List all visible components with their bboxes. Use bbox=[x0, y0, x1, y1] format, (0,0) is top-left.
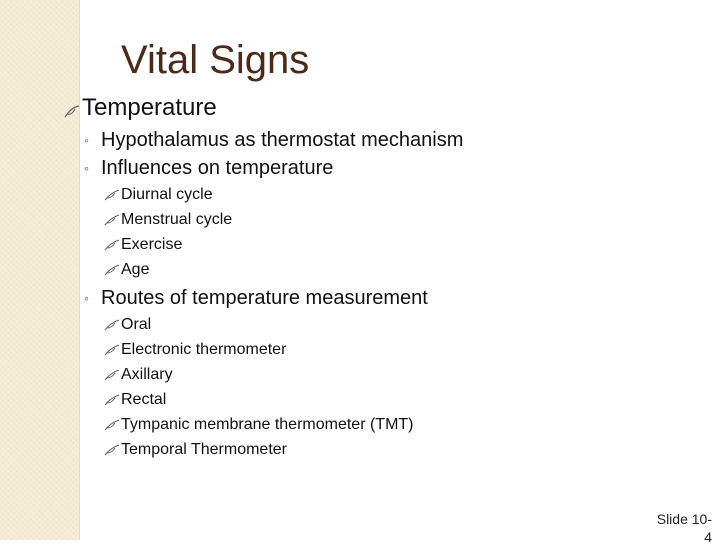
bullet-text: Routes of temperature measurement bbox=[101, 287, 428, 309]
bullet-hypothalamus bbox=[84, 128, 463, 152]
list-item bbox=[103, 365, 173, 385]
list-item-text: Electronic thermometer bbox=[121, 341, 287, 358]
bullet-text: Influences on temperature bbox=[101, 157, 334, 179]
flourish-bullet-icon bbox=[103, 393, 121, 407]
list-item bbox=[103, 210, 232, 230]
open-circle-bullet-icon: ◦ bbox=[84, 160, 89, 176]
flourish-bullet-icon bbox=[103, 318, 121, 332]
flourish-bullet-icon bbox=[103, 368, 121, 382]
slide-title: Vital Signs bbox=[121, 38, 310, 82]
decorative-sidebar bbox=[0, 0, 79, 540]
list-item bbox=[103, 390, 166, 410]
bullet-routes bbox=[84, 286, 428, 310]
bullet-text: Temperature bbox=[82, 94, 217, 121]
list-item bbox=[103, 260, 149, 280]
open-circle-bullet-icon: ◦ bbox=[84, 132, 89, 148]
list-item bbox=[103, 185, 213, 205]
flourish-bullet-icon bbox=[103, 263, 121, 277]
list-item bbox=[103, 415, 414, 435]
list-item-text: Axillary bbox=[121, 366, 173, 383]
slide-number: Slide 10-4 bbox=[656, 511, 712, 545]
list-item-text: Menstrual cycle bbox=[121, 211, 233, 228]
list-item bbox=[103, 340, 286, 360]
bullet-influences bbox=[84, 156, 333, 180]
flourish-bullet-icon bbox=[103, 188, 121, 202]
list-item-text: Temporal Thermometer bbox=[121, 441, 287, 458]
list-item bbox=[103, 235, 182, 255]
list-item-text: Rectal bbox=[121, 391, 167, 408]
list-item-text: Age bbox=[121, 261, 150, 278]
open-circle-bullet-icon: ◦ bbox=[84, 290, 89, 306]
flourish-bullet-icon bbox=[103, 343, 121, 357]
list-item bbox=[103, 440, 287, 460]
sidebar-divider bbox=[79, 0, 80, 540]
list-item-text: Exercise bbox=[121, 236, 183, 253]
bullet-text: Hypothalamus as thermostat mechanism bbox=[101, 129, 464, 151]
list-item bbox=[103, 315, 151, 335]
flourish-bullet-icon bbox=[103, 213, 121, 227]
flourish-bullet-icon bbox=[103, 418, 121, 432]
list-item-text: Tympanic membrane thermometer (TMT) bbox=[121, 416, 414, 433]
list-item-text: Diurnal cycle bbox=[121, 186, 213, 203]
list-item-text: Oral bbox=[121, 316, 152, 333]
bullet-temperature bbox=[63, 93, 217, 123]
flourish-bullet-icon bbox=[63, 99, 81, 117]
flourish-bullet-icon bbox=[103, 238, 121, 252]
flourish-bullet-icon bbox=[103, 443, 121, 457]
